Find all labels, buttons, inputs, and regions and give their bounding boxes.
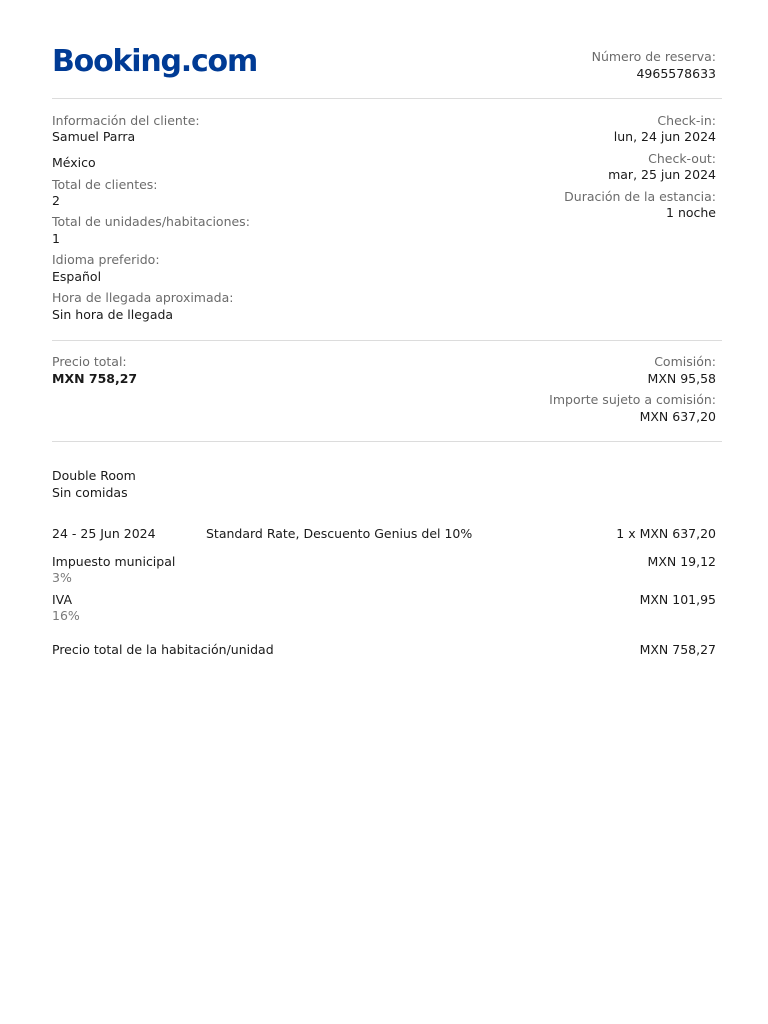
divider — [52, 340, 722, 341]
client-name: Samuel Parra — [52, 129, 136, 144]
total-price-label: Precio total: — [52, 354, 127, 369]
checkout-value: mar, 25 jun 2024 — [608, 167, 716, 182]
tax-name: IVA — [52, 592, 72, 607]
arrival-value: Sin hora de llegada — [52, 307, 174, 322]
room-name: Double Room — [52, 468, 136, 483]
tax-amount: MXN 101,95 — [639, 592, 716, 607]
tax-amount: MXN 19,12 — [647, 554, 716, 569]
checkin-value: lun, 24 jun 2024 — [613, 129, 716, 144]
duration-value: 1 noche — [666, 205, 716, 220]
reservation-number-value: 4965578633 — [636, 66, 716, 81]
commission-label: Comisión: — [654, 354, 716, 369]
tax-rate: 3% — [52, 570, 72, 585]
room-dates: 24 - 25 Jun 2024 — [52, 526, 156, 541]
language-label: Idioma preferido: — [52, 252, 160, 267]
total-clients-value: 2 — [52, 193, 60, 208]
divider — [52, 98, 722, 99]
commissionable-value: MXN 637,20 — [639, 409, 716, 424]
duration-label: Duración de la estancia: — [564, 189, 716, 204]
client-country: México — [52, 155, 96, 170]
total-price-value: MXN 758,27 — [52, 371, 138, 386]
room-rate-price: 1 x MXN 637,20 — [616, 526, 716, 541]
room-total-label: Precio total de la habitación/unidad — [52, 642, 274, 657]
checkout-label: Check-out: — [648, 151, 716, 166]
commission-value: MXN 95,58 — [647, 371, 716, 386]
booking-logo: Booking.com — [52, 44, 258, 79]
total-units-value: 1 — [52, 231, 60, 246]
room-total-value: MXN 758,27 — [639, 642, 716, 657]
total-units-label: Total de unidades/habitaciones: — [52, 214, 250, 229]
divider — [52, 441, 722, 442]
checkin-label: Check-in: — [657, 113, 716, 128]
total-clients-label: Total de clientes: — [52, 177, 158, 192]
reservation-number-label: Número de reserva: — [591, 49, 716, 64]
commissionable-label: Importe sujeto a comisión: — [549, 392, 716, 407]
room-meals: Sin comidas — [52, 485, 128, 500]
room-rate: Standard Rate, Descuento Genius del 10% — [206, 526, 473, 541]
language-value: Español — [52, 269, 102, 284]
arrival-label: Hora de llegada aproximada: — [52, 290, 234, 305]
tax-name: Impuesto municipal — [52, 554, 176, 569]
client-info-label: Información del cliente: — [52, 113, 200, 128]
tax-rate: 16% — [52, 608, 80, 623]
